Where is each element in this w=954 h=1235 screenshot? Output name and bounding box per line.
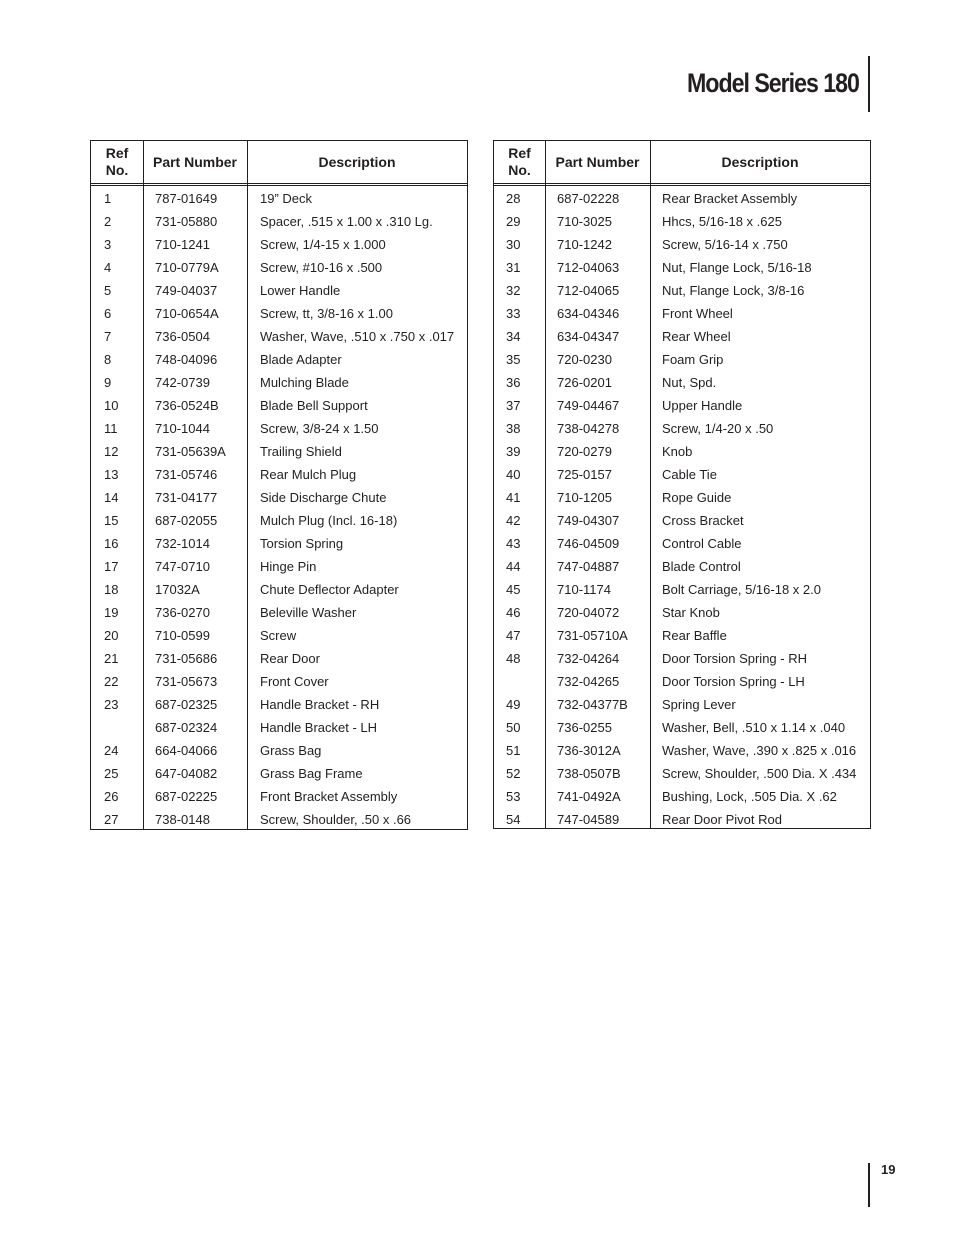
part-number-cell: 747-04887 <box>557 559 620 574</box>
ref-cell: 16 <box>104 536 119 551</box>
ref-cell: 14 <box>104 490 119 505</box>
ref-cell: 47 <box>506 628 521 643</box>
part-number-cell: 731-04177 <box>155 490 218 505</box>
table-row <box>494 509 870 532</box>
table-row <box>91 578 467 601</box>
table-row <box>91 555 467 578</box>
ref-cell: 32 <box>506 283 521 298</box>
table-row <box>494 187 870 210</box>
part-number-cell: 710-0654A <box>155 306 219 321</box>
table-row <box>91 417 467 440</box>
part-number-cell: 687-02325 <box>155 697 218 712</box>
description-cell: Rear Wheel <box>662 329 731 344</box>
ref-cell: 22 <box>104 674 119 689</box>
description-cell: Control Cable <box>662 536 742 551</box>
ref-cell: 5 <box>104 283 112 298</box>
ref-cell: 18 <box>104 582 119 597</box>
part-number-cell: 736-0504 <box>155 329 210 344</box>
part-number-cell: 731-05880 <box>155 214 218 229</box>
part-number-cell: 736-0524B <box>155 398 219 413</box>
header-ref <box>91 141 143 183</box>
table-row <box>494 693 870 716</box>
description-cell: Screw, tt, 3/8-16 x 1.00 <box>260 306 393 321</box>
description-cell: Grass Bag <box>260 743 322 758</box>
ref-cell: 50 <box>506 720 521 735</box>
part-number-cell: 710-3025 <box>557 214 612 229</box>
ref-cell: 35 <box>506 352 521 367</box>
description-cell: Door Torsion Spring - RH <box>662 651 807 666</box>
table-row <box>91 532 467 555</box>
parts-table-left <box>90 140 468 830</box>
part-number-cell: 738-0148 <box>155 812 210 827</box>
description-cell: Upper Handle <box>662 398 743 413</box>
part-number-cell: 726-0201 <box>557 375 612 390</box>
description-cell: Rear Door Pivot Rod <box>662 812 782 827</box>
table-row <box>494 785 870 808</box>
table-row <box>494 394 870 417</box>
part-number-cell: 749-04037 <box>155 283 218 298</box>
part-number-cell: 748-04096 <box>155 352 218 367</box>
ref-cell: 25 <box>104 766 119 781</box>
description-cell: Cross Bracket <box>662 513 744 528</box>
header-double-rule <box>91 185 467 186</box>
ref-cell: 13 <box>104 467 119 482</box>
table-row <box>91 463 467 486</box>
table-row <box>91 210 467 233</box>
part-number-cell: 647-04082 <box>155 766 218 781</box>
table-row <box>494 210 870 233</box>
description-cell: Grass Bag Frame <box>260 766 363 781</box>
ref-cell: 12 <box>104 444 119 459</box>
header-ref <box>494 141 545 183</box>
part-number-cell: 731-05710A <box>557 628 628 643</box>
table-row <box>91 647 467 670</box>
table-row <box>494 670 870 693</box>
footer-divider <box>868 1163 870 1207</box>
part-number-cell: 738-04278 <box>557 421 620 436</box>
part-number-cell: 664-04066 <box>155 743 218 758</box>
ref-cell: 10 <box>104 398 119 413</box>
description-cell: Nut, Flange Lock, 3/8-16 <box>662 283 805 298</box>
part-number-cell: 710-0779A <box>155 260 219 275</box>
description-cell: Screw, Shoulder, .50 x .66 <box>260 812 412 827</box>
header-double-rule <box>494 185 870 186</box>
part-number-cell: 731-05746 <box>155 467 218 482</box>
description-cell: Screw <box>260 628 297 643</box>
table-row <box>494 486 870 509</box>
ref-cell: 36 <box>506 375 521 390</box>
description-cell: Bushing, Lock, .505 Dia. X .62 <box>662 789 837 804</box>
table-row <box>494 762 870 785</box>
part-number-cell: 720-0230 <box>557 352 612 367</box>
ref-cell: 23 <box>104 697 119 712</box>
description-cell: Mulching Blade <box>260 375 349 390</box>
ref-cell: 28 <box>506 191 521 206</box>
table-row <box>494 233 870 256</box>
ref-cell: 3 <box>104 237 112 252</box>
ref-cell: 15 <box>104 513 119 528</box>
description-cell: Blade Control <box>662 559 741 574</box>
ref-cell: 37 <box>506 398 521 413</box>
part-number-cell: 687-02324 <box>155 720 218 735</box>
part-number-cell: 731-05639A <box>155 444 226 459</box>
description-cell: Handle Bracket - RH <box>260 697 380 712</box>
table-row <box>91 187 467 210</box>
part-number-cell: 710-1205 <box>557 490 612 505</box>
table-row <box>494 302 870 325</box>
part-number-cell: 732-04265 <box>557 674 620 689</box>
description-cell: Chute Deflector Adapter <box>260 582 399 597</box>
description-cell: Cable Tie <box>662 467 717 482</box>
description-cell: Washer, Wave, .390 x .825 x .016 <box>662 743 857 758</box>
part-number-cell: 787-01649 <box>155 191 218 206</box>
table-row <box>91 693 467 716</box>
description-cell: Knob <box>662 444 693 459</box>
header-description: Description <box>721 153 799 170</box>
table-header <box>494 141 870 184</box>
ref-cell: 26 <box>104 789 119 804</box>
ref-cell: 24 <box>104 743 119 758</box>
ref-cell: 53 <box>506 789 521 804</box>
ref-cell: 19 <box>104 605 119 620</box>
part-number-cell: 710-1242 <box>557 237 612 252</box>
ref-cell: 21 <box>104 651 119 666</box>
table-row <box>91 302 467 325</box>
ref-cell: 17 <box>104 559 119 574</box>
part-number-cell: 634-04346 <box>557 306 620 321</box>
table-row <box>494 532 870 555</box>
ref-cell: 27 <box>104 812 119 827</box>
ref-cell: 20 <box>104 628 119 643</box>
part-number-cell: 732-04377B <box>557 697 628 712</box>
description-cell: Screw, Shoulder, .500 Dia. X .434 <box>662 766 857 781</box>
part-number-cell: 710-0599 <box>155 628 210 643</box>
part-number-cell: 687-02228 <box>557 191 620 206</box>
table-row <box>91 601 467 624</box>
page-number: 19 <box>881 1162 896 1177</box>
ref-cell: 8 <box>104 352 112 367</box>
table-row <box>91 394 467 417</box>
ref-cell: 45 <box>506 582 521 597</box>
header-ref-label: Ref No. <box>508 145 531 178</box>
description-cell: Rear Mulch Plug <box>260 467 357 482</box>
table-row <box>494 348 870 371</box>
ref-cell: 7 <box>104 329 112 344</box>
ref-cell: 52 <box>506 766 521 781</box>
table-row <box>91 440 467 463</box>
description-cell: Mulch Plug (Incl. 16-18) <box>260 513 398 528</box>
table-row <box>91 256 467 279</box>
table-row <box>494 440 870 463</box>
table-row <box>494 371 870 394</box>
description-cell: Screw, 5/16-14 x .750 <box>662 237 788 252</box>
part-number-cell: 736-0255 <box>557 720 612 735</box>
description-cell: Door Torsion Spring - LH <box>662 674 805 689</box>
table-row <box>91 716 467 739</box>
description-cell: Screw, 1/4-20 x .50 <box>662 421 774 436</box>
table-row <box>494 417 870 440</box>
description-cell: Rope Guide <box>662 490 732 505</box>
ref-cell: 46 <box>506 605 521 620</box>
part-number-cell: 710-1241 <box>155 237 210 252</box>
table-row <box>91 762 467 785</box>
description-cell: Washer, Wave, .510 x .750 x .017 <box>260 329 455 344</box>
header-description: Description <box>318 153 396 170</box>
table-row <box>494 256 870 279</box>
table-row <box>91 785 467 808</box>
table-row <box>91 808 467 831</box>
description-cell: Bolt Carriage, 5/16-18 x 2.0 <box>662 582 821 597</box>
table-row <box>494 624 870 647</box>
ref-cell: 54 <box>506 812 521 827</box>
table-row <box>91 739 467 762</box>
description-cell: Trailing Shield <box>260 444 342 459</box>
description-cell: Star Knob <box>662 605 720 620</box>
table-row <box>91 233 467 256</box>
description-cell: 19” Deck <box>260 191 313 206</box>
description-cell: Screw, #10-16 x .500 <box>260 260 383 275</box>
part-number-cell: 736-0270 <box>155 605 210 620</box>
ref-cell: 42 <box>506 513 521 528</box>
table-row <box>91 371 467 394</box>
part-number-cell: 712-04065 <box>557 283 620 298</box>
table-row <box>494 325 870 348</box>
table-row <box>494 578 870 601</box>
description-cell: Spring Lever <box>662 697 736 712</box>
description-cell: Screw, 1/4-15 x 1.000 <box>260 237 386 252</box>
description-cell: Lower Handle <box>260 283 341 298</box>
description-cell: Torsion Spring <box>260 536 344 551</box>
part-number-cell: 17032A <box>155 582 200 597</box>
ref-cell: 48 <box>506 651 521 666</box>
page-title: Model Series 180 <box>687 68 859 98</box>
part-number-cell: 747-04589 <box>557 812 620 827</box>
description-cell: Blade Bell Support <box>260 398 368 413</box>
part-number-cell: 736-3012A <box>557 743 621 758</box>
ref-cell: 49 <box>506 697 521 712</box>
header-part-number: Part Number <box>555 153 640 170</box>
table-row <box>91 486 467 509</box>
ref-cell: 4 <box>104 260 112 275</box>
part-number-cell: 732-04264 <box>557 651 620 666</box>
description-cell: Handle Bracket - LH <box>260 720 378 735</box>
table-row <box>91 670 467 693</box>
ref-cell: 34 <box>506 329 521 344</box>
parts-table-right <box>493 140 871 829</box>
header-part-number: Part Number <box>152 153 238 170</box>
ref-cell: 51 <box>506 743 521 758</box>
description-cell: Side Discharge Chute <box>260 490 387 505</box>
ref-cell: 33 <box>506 306 521 321</box>
description-cell: Beleville Washer <box>260 605 357 620</box>
ref-cell: 11 <box>104 421 118 436</box>
table-row <box>91 279 467 302</box>
part-number-cell: 634-04347 <box>557 329 620 344</box>
description-cell: Foam Grip <box>662 352 724 367</box>
description-cell: Blade Adapter <box>260 352 342 367</box>
part-number-cell: 687-02055 <box>155 513 218 528</box>
description-cell: Rear Bracket Assembly <box>662 191 798 206</box>
description-cell: Nut, Spd. <box>662 375 717 390</box>
part-number-cell: 747-0710 <box>155 559 210 574</box>
ref-cell: 38 <box>506 421 521 436</box>
description-cell: Rear Baffle <box>662 628 727 643</box>
ref-cell: 41 <box>506 490 521 505</box>
description-cell: Front Cover <box>260 674 329 689</box>
part-number-cell: 720-0279 <box>557 444 612 459</box>
ref-cell: 40 <box>506 467 521 482</box>
part-number-cell: 720-04072 <box>557 605 620 620</box>
ref-cell: 1 <box>104 191 112 206</box>
table-row <box>91 348 467 371</box>
description-cell: Hhcs, 5/16-18 x .625 <box>662 214 782 229</box>
ref-cell: 31 <box>506 260 521 275</box>
description-cell: Spacer, .515 x 1.00 x .310 Lg. <box>260 214 433 229</box>
part-number-cell: 732-1014 <box>155 536 210 551</box>
table-row <box>494 601 870 624</box>
ref-cell: 44 <box>506 559 521 574</box>
description-cell: Front Wheel <box>662 306 733 321</box>
table-row <box>494 647 870 670</box>
title-divider <box>868 56 870 112</box>
table-row <box>494 279 870 302</box>
part-number-cell: 742-0739 <box>155 375 210 390</box>
ref-cell: 29 <box>506 214 521 229</box>
table-row <box>91 624 467 647</box>
ref-cell: 39 <box>506 444 521 459</box>
table-row <box>494 716 870 739</box>
ref-cell: 6 <box>104 306 112 321</box>
ref-cell: 9 <box>104 375 112 390</box>
table-row <box>494 808 870 831</box>
part-number-cell: 746-04509 <box>557 536 620 551</box>
ref-cell: 30 <box>506 237 521 252</box>
ref-cell: 2 <box>104 214 112 229</box>
part-number-cell: 749-04307 <box>557 513 620 528</box>
part-number-cell: 731-05673 <box>155 674 218 689</box>
description-cell: Nut, Flange Lock, 5/16-18 <box>662 260 812 275</box>
part-number-cell: 687-02225 <box>155 789 218 804</box>
part-number-cell: 712-04063 <box>557 260 620 275</box>
part-number-cell: 741-0492A <box>557 789 621 804</box>
part-number-cell: 738-0507B <box>557 766 621 781</box>
header-ref-label: Ref No. <box>105 145 129 178</box>
description-cell: Hinge Pin <box>260 559 317 574</box>
part-number-cell: 749-04467 <box>557 398 620 413</box>
description-cell: Rear Door <box>260 651 320 666</box>
table-row <box>494 555 870 578</box>
description-cell: Front Bracket Assembly <box>260 789 398 804</box>
table-header <box>91 141 467 184</box>
part-number-cell: 725-0157 <box>557 467 612 482</box>
part-number-cell: 731-05686 <box>155 651 218 666</box>
description-cell: Washer, Bell, .510 x 1.14 x .040 <box>662 720 846 735</box>
table-row <box>494 463 870 486</box>
part-number-cell: 710-1174 <box>557 582 611 597</box>
table-row <box>91 509 467 532</box>
description-cell: Screw, 3/8-24 x 1.50 <box>260 421 379 436</box>
table-row <box>494 739 870 762</box>
table-row <box>91 325 467 348</box>
part-number-cell: 710-1044 <box>155 421 210 436</box>
ref-cell: 43 <box>506 536 521 551</box>
